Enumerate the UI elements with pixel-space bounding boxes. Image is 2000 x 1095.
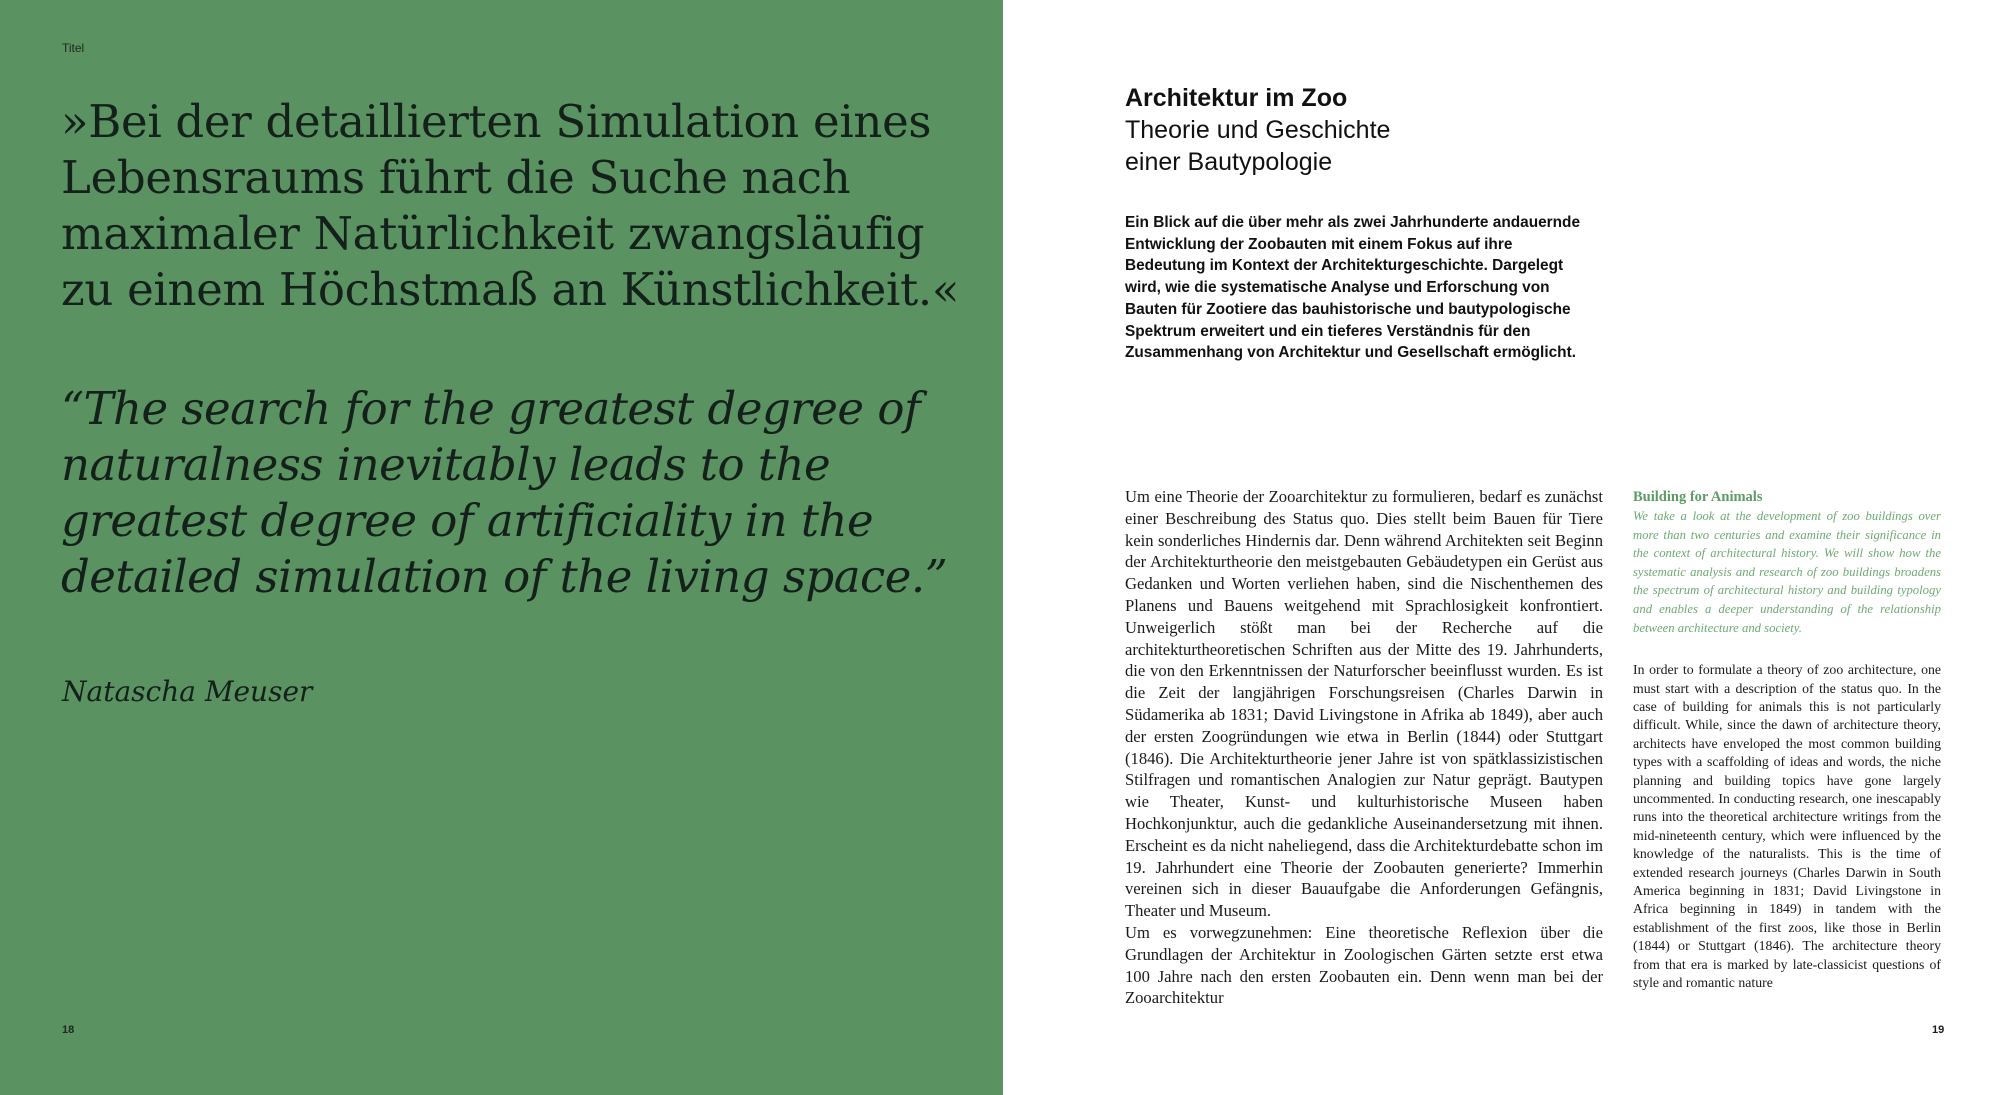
sidebar-summary: We take a look at the development of zoo buildings over more than two centuries and examine their significance in the context of architectural history. We will show how the systematic analysis and research of zoo buildings broadens the spectrum of architectural history and building typology and enables a deeper understanding of the relationship between architecture and society. xyxy=(1633,509,1941,635)
page-number-left: 18 xyxy=(62,1024,75,1036)
lead-paragraph: Ein Blick auf die über mehr als zwei Jahrhunderte andauernde Entwicklung der Zoobauten mit einem Fokus auf ihre Bedeutung im Kontext der Architekturgeschichte. Dargelegt wird, wie die systematische Analyse und Erforschung von Bauten für Zootiere das bauhistorische und bautypologische Spektrum erweitert und ein tieferes Verständnis für den Zusammenhang von Architektur und Gesellschaft ermöglicht. xyxy=(1125,214,1581,362)
english-sidebar xyxy=(1633,488,1941,992)
body-paragraph: Um eine Theorie der Zooarchitektur zu formulieren, bedarf es zunächst einer Beschreibung des Status quo. Dies stellt beim Bauen für Tiere kein sonderliches Hindernis dar. Denn während Architekten seit Beginn der Architekturtheorie den meistgebauten Gebäudetypen ein Gerüst aus Gedanken und Worten verliehen haben, sind die Nischenthemen des Planens und Bauens weitgehend mit Sprachlosigkeit konfrontiert. Unweigerlich stößt man bei der Recherche auf die architekturtheoretischen Schriften aus der Mitte des 19. Jahrhunderts, die von den Erkenntnissen der Naturforscher beeinflusst wurden. Es ist die Zeit der langjährigen Forschungsreisen (Charles Darwin in Südamerika ab 1831; David Livingstone in Afrika ab 1849), aber auch der ersten Zoogründungen wie etwa in Berlin (1844) oder Stuttgart (1846). Die Architekturtheorie jener Jahre ist von spätklassizistischen Stilfragen und romantischen Analogien zur Natur geprägt. Bautypen wie Theater, Kunst- und kulturhistorische Museen haben Hochkonjunktur, auch die gedankliche Auseinandersetzung mit ihnen. Erscheint es da nicht naheliegend, dass die Architekturdebatte schon im 19. Jahrhundert eine Theorie der Zoobauten generierte? Immerhin vereinen sich in dieser Bauaufgabe die Anforderungen Gefängnis, Theater und Museum. xyxy=(1125,487,1603,921)
page-number-right: 19 xyxy=(1932,1024,1945,1036)
quote-english: “The search for the greatest degree of naturalness inevitably leads to the greatest degree of artificiality in the detailed simulation of the living space.” xyxy=(61,382,948,603)
chapter-subtitle-line-2: einer Bautypologie xyxy=(1125,148,1333,176)
body-text-english: In order to formulate a theory of zoo architecture, one must start with a description of the status quo. In the case of building for animals this is not particularly difficult. While, since the dawn of architecture theory, architects have enveloped the most common building types with a scaffolding of ideas and words, the niche planning and building topics have gone largely uncommented. In conducting research, one inescapably runs into the theoretical architecture writings from the mid-nineteenth century, which were influenced by the knowledge of the naturalists. This is the time of extended research journeys (Charles Darwin in South America beginning in 1831; David Livingstone in Africa beginning in 1849) in tandem with the establishment of the first zoos, like those in Berlin (1844) or Stuttgart (1846). The architecture theory from that era is marked by late-classicist questions of style and romantic nature xyxy=(1633,662,1941,991)
chapter-title: Architektur im Zoo xyxy=(1125,84,1348,112)
body-text-german xyxy=(1125,486,1603,1009)
running-head: Titel xyxy=(62,41,85,55)
body-paragraph: Um es vorwegzunehmen: Eine theoretische Reflexion über die Grundlagen der Architektur in Zoologischen Gärten setzte erst etwa 100 Jahre nach den ersten Zoobauten ein. Denn wenn man bei der Zooarchitektur xyxy=(1125,922,1603,1008)
chapter-heading xyxy=(1125,82,1625,178)
quote-german: »Bei der detaillierten Simulation eines Lebensraums führt die Suche nach maximaler Natürlichkeit zwangsläufig zu einem Höchstmaß an Künstlichkeit.« xyxy=(61,95,960,316)
right-page xyxy=(1003,0,2000,1095)
sidebar-title: Building for Animals xyxy=(1633,489,1763,505)
chapter-subtitle-line-1: Theorie und Geschichte xyxy=(1125,116,1391,144)
quote-author: Natascha Meuser xyxy=(62,675,313,708)
